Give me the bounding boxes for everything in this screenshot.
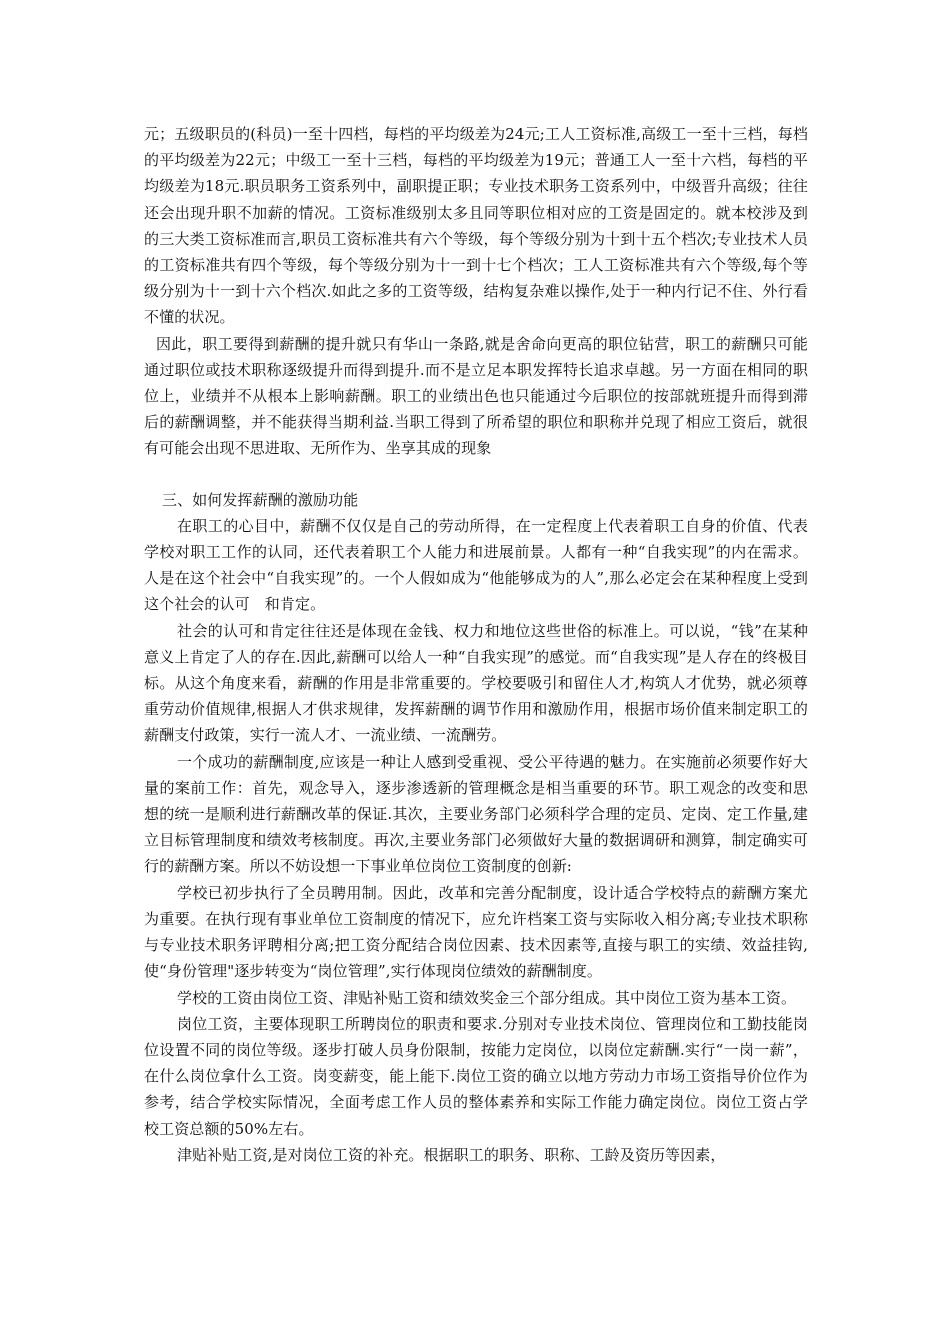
document-page [144,121,808,1168]
section-heading: 三、如何发挥薪酬的激励功能 [162,490,359,509]
paragraph-successful-system: 一个成功的薪酬制度,应该是一种让人感到受重视、受公平待遇的魅力。在实施前必须要作好大量的案前工作：首先，观念导入，逐步渗透新的管理概念是相当重要的环节。职工观念的改变和思想的统一是顺利进行薪酬改革的保证.其次，主要业务部门必须科学合理的定员、定岗、定工作量,建立目标管理制度和绩效考核制度。再次,主要业务部门必须做好大量的数据调研和测算，制定确实可行的薪酬方案。所以不妨设想一下事业单位岗位工资制度的创新: [144,752,808,876]
paragraph-salary-levels: 元；五级职员的(科员)一至十四档，每档的平均级差为24元;工人工资标准,高级工一至十三档，每档的平均级差为22元；中级工一至十三档，每档的平均级差为19元；普通工人一至十六档，每档的平均级差为18元.职员职务工资系列中，副职提正职；专业技术职务工资系列中，中级晋升高级；往往还会出现升职不加薪的情况。工资标准级别太多且同等职位相对应的工资是固定的。就本校涉及到的三大类工资标准而言,职员工资标准共有六个等级，每个等级分别为十到十五个档次;专业技术人员的工资标准共有四个等级，每个等级分别为十一到十七个档次；工人工资标准共有六个等级,每个等级分别为十一到十六个档次.如此之多的工资等级，结构复杂难以操作,处于一种内行记不住、外行看不懂的状况。 [144,125,808,327]
paragraph-social-recognition: 社会的认可和肯定往往还是体现在金钱、权力和地位这些世俗的标准上。可以说，“钱”在某种意义上肯定了人的存在.因此,薪酬可以给人一种“自我实现”的感觉。而“自我实现”是人存在的终极目标。从这个角度来看，薪酬的作用是非常重要的。学校要吸引和留住人才,构筑人才优势，就必须尊重劳动价值规律,根据人才供求规律，发挥薪酬的调节作用和激励作用，根据市场价值来制定职工的薪酬支付政策，实行一流人才、一流业绩、一流酬劳。 [144,621,808,745]
paragraph-post-salary: 岗位工资，主要体现职工所聘岗位的职责和要求.分别对专业技术岗位、管理岗位和工勤技能岗位设置不同的岗位等级。逐步打破人员身份限制，按能力定岗位，以岗位定薪酬.实行“一岗一薪”，在什么岗位拿什么工资。岗变薪变，能上能下.岗位工资的确立以地方劳动力市场工资指导价位作为参考，结合学校实际情况，全面考虑工作人员的整体素养和实际工作能力确定岗位。岗位工资占学校工资总额的50%左右。 [144,1014,808,1138]
paragraph-salary-composition: 学校的工资由岗位工资、津贴补贴工资和绩效奖金三个部分组成。其中岗位工资为基本工资。 [177,988,797,1007]
paragraph-employment-system: 学校已初步执行了全员聘用制。因此，改革和完善分配制度，设计适合学校特点的薪酬方案尤为重要。在执行现有事业单位工资制度的情况下，应允许档案工资与实际收入相分离;专业技术职称与专业技术职务评聘相分离;把工资分配结合岗位因素、技术因素等,直接与职工的实绩、效益挂钩,使“身份管理"逐步转变为“岗位管理”,实行体现岗位绩效的薪酬制度。 [144,883,808,981]
paragraph-self-realization: 在职工的心目中，薪酬不仅仅是自己的劳动所得，在一定程度上代表着职工自身的价值、代表学校对职工工作的认同，还代表着职工个人能力和进展前景。人都有一种“自我实现”的内在需求。人是在这个社会中“自我实现”的。一个人假如成为“他能够成为的人”,那么必定会在某种程度上受到这个社会的认可 和肯定。 [144,516,808,614]
paragraph-promotion-path: 因此，职工要得到薪酬的提升就只有华山一条路,就是舍命向更高的职位钻营，职工的薪酬只可能通过职位或技术职称逐级提升而得到提升.而不是立足本职发挥特长追求卓越。另一方面在相同的职位上，业绩并不从根本上影响薪酬。职工的业绩出色也只能通过今后职位的按部就班提升而得到滞后的薪酬调整，并不能获得当期利益.当职工得到了所希望的职位和职称并兑现了相应工资后，就很有可能会出现不思进取、无所作为、坐享其成的现象 [144,334,808,458]
paragraph-allowance: 津贴补贴工资,是对岗位工资的补充。根据职工的职务、职称、工龄及资历等因素， [177,1145,726,1164]
